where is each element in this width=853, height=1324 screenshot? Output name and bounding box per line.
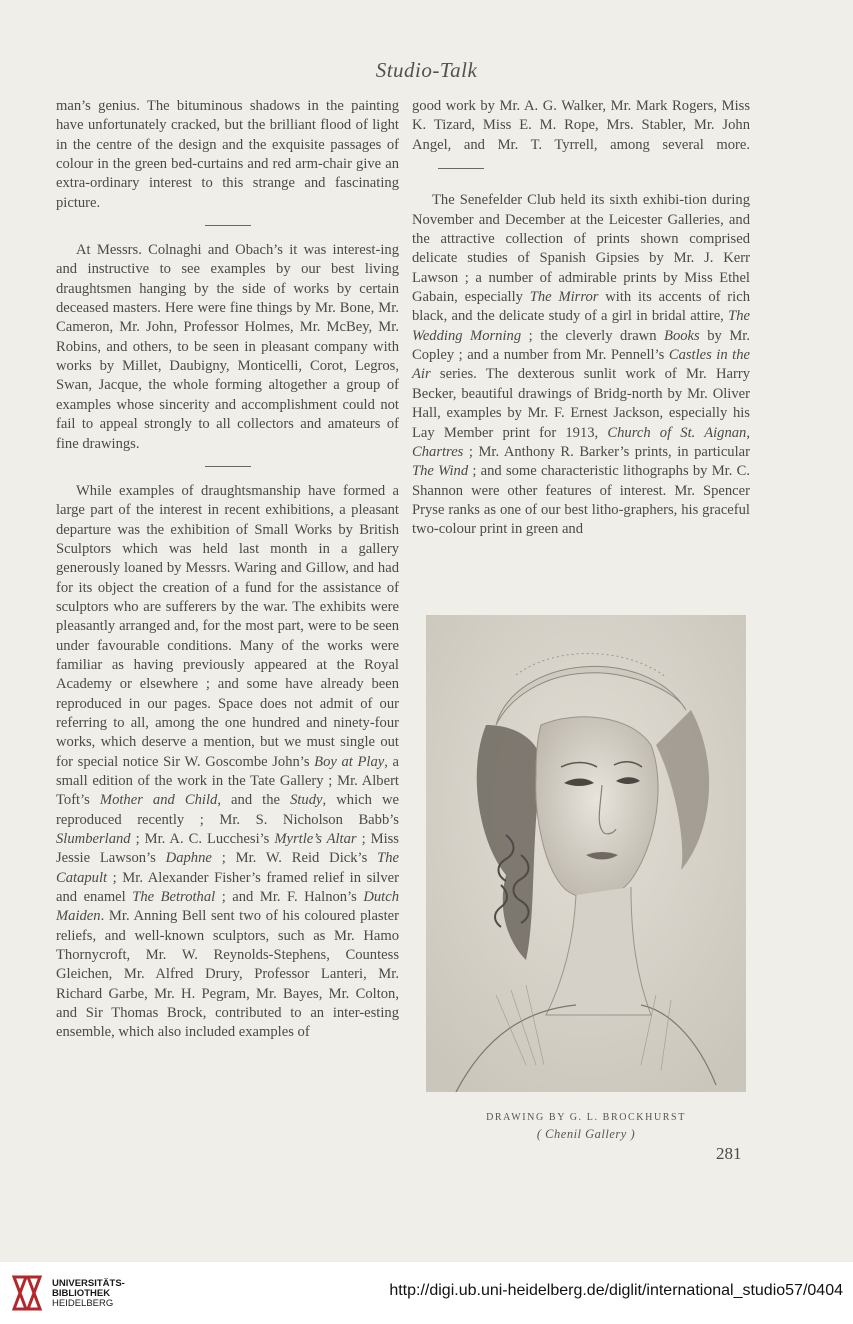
work-title: Castles in the Air (412, 347, 750, 383)
section-divider (438, 168, 484, 169)
work-title: The Betrothal (132, 889, 216, 906)
right-paragraph-2: The Senefelder Club held its sixth exhibi-tion during November and December at the Leicester Galleries, and the attractive collection of prints shown comprised delicate studies of Spanish Gipsies by Mr. J. Kerr Lawson ; a number of admirable prints by Miss Ethel Gabain, especially The Mirror with its accents of rich black, and the delicate study of a girl in bridal attire, The Wedding Morning ; the cleverly drawn Books by Mr. Copley ; and a number from Mr. Pennell’s Castles in the Air series. The dexterous sunlit work of Mr. Harry Becker, beautiful drawings of Bridg-north by Mr. Oliver Hall, examples by Mr. F. Ernest Jackson, especially his Lay Member print for 1913, Church of St. Aignan, Chartres ; Mr. Anthony R. Barker’s prints, in particular The Wind ; and some characteristic lithographs by Mr. C. Shannon were other features of interest. Mr. Spencer Pryse ranks as one of our best litho-graphers, his graceful two-colour print in green and (412, 192, 750, 538)
figure-caption (412, 1110, 760, 1142)
left-paragraph-3: While examples of draughtsmanship have formed a large part of the interest in recent exhibitions, a pleasant departure was the exhibition of Small Works by British Sculptors which was held last month in a gallery generously loaned by Messrs. Waring and Gillow, and had for its object the creation of a fund for the assistance of sculptors who are sufferers by the war. The exhibits were pleasantly arranged and, for the most part, were to be seen under favourable conditions. Many of the works were familiar as having previously appeared at the Royal Academy or elsewhere ; and some have already been reproduced in our pages. Space does not admit of our referring to all, among the one hundred and ninety-four works, which deserve a mention, but we must single out for special notice Sir W. Goscombe John’s Boy at Play, a small edition of the work in the Tate Gallery ; Mr. Albert Toft’s Mother and Child, and the Study, which we reproduced recently ; Mr. S. Nicholson Babb’s Slumberland ; Mr. A. C. Lucchesi’s Myrtle’s Altar ; Miss Jessie Lawson’s Daphne ; Mr. W. Reid Dick’s The Catapult ; Mr. Alexander Fisher’s framed relief in silver and enamel The Betrothal ; and Mr. F. Halnon’s Dutch Maiden. Mr. Anning Bell sent two of his coloured plaster reliefs, and well-known sculptors, such as Mr. Hamo Thornycroft, Mr. W. Reynolds-Stephens, Countess Gleichen, Mr. Alfred Drury, Professor Lanteri, Mr. Richard Garbe, Mr. H. Pegram, Mr. Bayes, Mr. Colton, and Sir Thomas Brock, contributed to an inter-esting ensemble, which also included examples of (56, 482, 399, 1041)
work-title: The Wedding Morning (412, 308, 750, 344)
library-footer (0, 1262, 853, 1324)
caption-title: DRAWING BY G. L. BROCKHURST (486, 1112, 686, 1123)
work-title: The Mirror (529, 289, 599, 306)
left-paragraph-2: At Messrs. Colnaghi and Obach’s it was interest-ing and instructive to see examples by our best living draughtsmen hanging by the side of works by certain deceased masters. Here were fine things by Mr. Bone, Mr. Cameron, Mr. John, Professor Holmes, Mr. McBey, Mr. Robins, and others, to be seen in pleasant company with works by Millet, Daubigny, Monticelli, Corot, Legros, Swan, Jacque, the whole forming altogether a group of examples whose sincerity and accomplishment could not fail to appeal strongly to all collectors and amateurs of fine drawings. (56, 242, 399, 452)
portrait-illustration (426, 615, 746, 1092)
work-title: The Wind (412, 463, 469, 480)
section-divider (205, 466, 251, 467)
left-paragraph-1: man’s genius. The bituminous shadows in the painting have unfortunately cracked, but the brilliant flood of light in the centre of the design and the exquisite passages of colour in the green bed-curtains and red arm-chair give an extra-ordinary interest to this strange and fascinating picture. (56, 98, 399, 211)
library-logo-icon[interactable] (10, 1273, 44, 1313)
page-number: 281 (716, 1144, 742, 1163)
running-head: Studio-Talk (375, 58, 478, 82)
work-title: Boy at Play (314, 753, 385, 770)
left-column (56, 97, 399, 1043)
work-title: Slumberland (56, 831, 131, 848)
work-title: Mother and Child (99, 792, 218, 809)
right-column (412, 97, 750, 540)
caption-credit: ( Chenil Gallery ) (536, 1127, 636, 1141)
section-divider (205, 225, 251, 226)
work-title: Study (290, 792, 323, 809)
work-title: Books (664, 327, 700, 344)
right-paragraph-1: good work by Mr. A. G. Walker, Mr. Mark Rogers, Miss K. Tizard, Miss E. M. Rope, Mrs. Stabler, Mr. John Angel, and Mr. T. Tyrrell, among several more. (412, 97, 750, 174)
work-title: Church of St. Aignan, Chartres (412, 424, 750, 460)
work-title: Daphne (165, 850, 212, 867)
source-url-link[interactable]: http://digi.ub.uni-heidelberg.de/diglit/international_studio57/0404 (389, 1282, 843, 1299)
portrait-drawing (426, 615, 746, 1092)
work-title: Myrtle’s Altar (274, 831, 357, 848)
work-title: Dutch Maiden (56, 889, 399, 925)
work-title: The Catapult (56, 850, 399, 886)
library-logo-text[interactable]: UNIVERSITÄTS- BIBLIOTHEK HEIDELBERG (52, 1278, 125, 1309)
